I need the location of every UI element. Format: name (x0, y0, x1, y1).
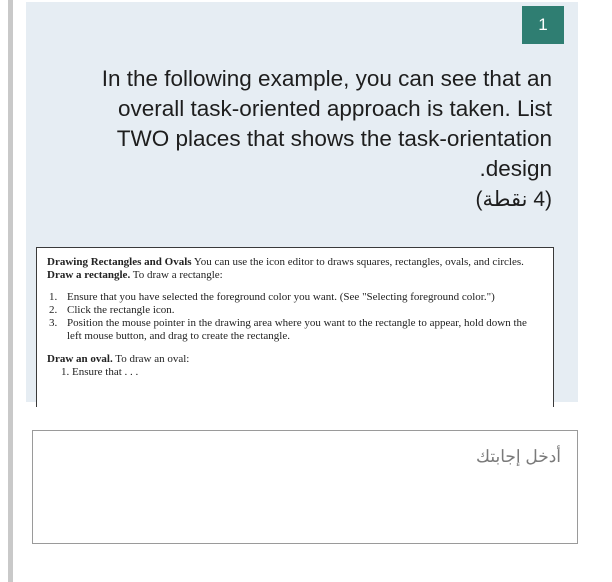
question-text-line: TWO places that shows the task-orientation (116, 126, 552, 151)
left-border-rule (8, 0, 13, 582)
list-item: 1. Ensure that you have selected the foreground color you want. (See "Selecting foreground color.") (49, 291, 495, 303)
question-number-badge: 1 (522, 6, 564, 44)
question-text-line: In the following example, you can see that an (101, 66, 552, 91)
list-item: 3. Position the mouse pointer in the drawing area where you want to the rectangle to appear, hold down the left mouse button, and drag to create the rectangle. (49, 317, 527, 342)
question-text-line: .design (479, 156, 552, 181)
rect-intro: To draw a rectangle: (132, 269, 223, 281)
oval-heading: Draw an oval. (47, 353, 113, 365)
question-points: (4 نقطة) (475, 188, 552, 211)
rect-heading: Draw a rectangle. (47, 269, 131, 281)
list-item: 2. Click the rectangle icon. (49, 304, 175, 316)
excerpt-heading: Drawing Rectangles and Ovals (47, 256, 192, 268)
answer-input[interactable] (32, 430, 578, 544)
oval-paragraph (47, 353, 543, 366)
oval-step: 1. Ensure that . . . (61, 366, 139, 378)
excerpt-steps-list (47, 291, 543, 343)
question-text (52, 64, 552, 184)
question-text-line: overall task-oriented approach is taken. List (118, 96, 552, 121)
example-excerpt-image (36, 247, 554, 407)
question-card (26, 2, 578, 402)
answer-placeholder: أدخل إجابتك (476, 447, 561, 466)
oval-intro: To draw an oval: (115, 353, 190, 365)
excerpt-intro: You can use the icon editor to draws squares, rectangles, ovals, and circles. (193, 256, 524, 268)
excerpt-intro-paragraph (47, 256, 543, 282)
